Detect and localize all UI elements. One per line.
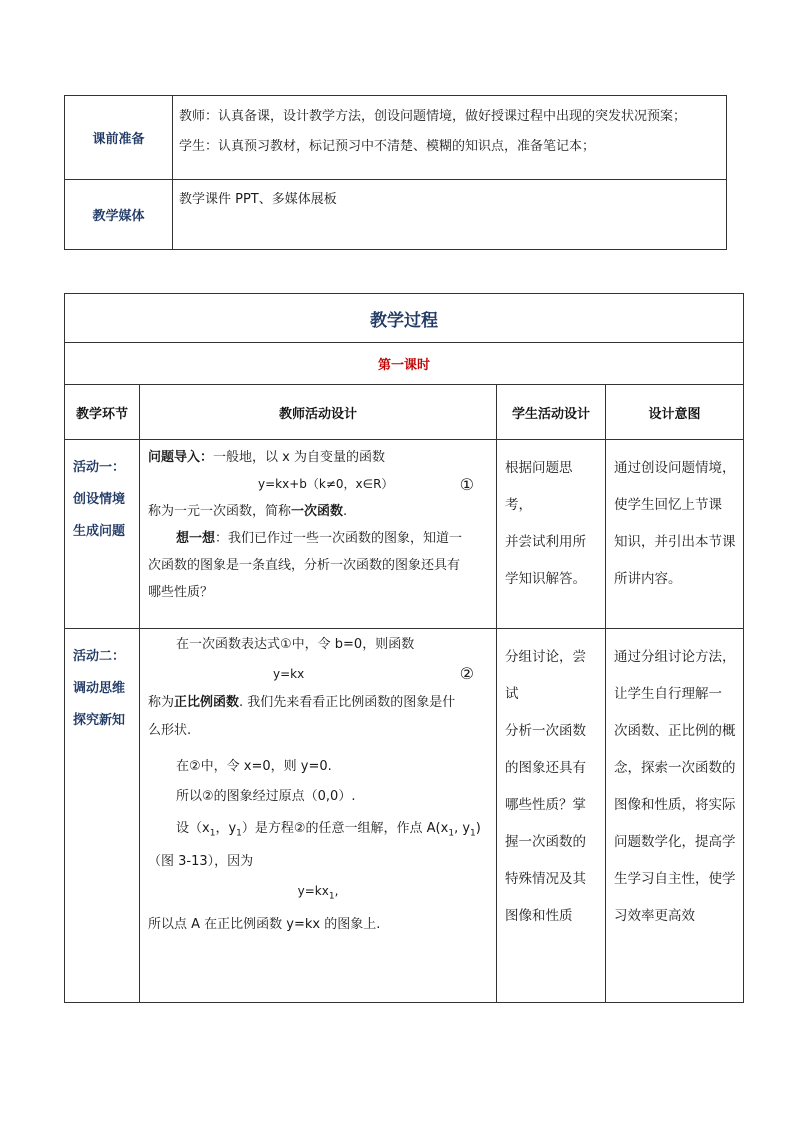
equation-number: ①	[459, 475, 474, 494]
subscript: 1	[448, 828, 455, 839]
period-label: 第一课时	[65, 343, 744, 385]
student-line: 哪些性质？掌	[505, 797, 586, 813]
intent-line: 念，探索一次函数的	[614, 760, 736, 776]
title-row	[65, 294, 744, 343]
header-teacher-activity: 教师活动设计	[140, 385, 497, 440]
equation-number: ②	[459, 664, 474, 683]
teacher-activity	[140, 629, 497, 1003]
text: . 我们先来看看正比例函数的图象是什	[239, 695, 456, 710]
paragraph	[148, 689, 488, 717]
text: ）是方程②的任意一组解，作点 A(x	[241, 821, 449, 836]
student-activity	[497, 629, 606, 1003]
prep-row	[65, 96, 727, 180]
subscript: 1	[470, 828, 476, 839]
think-line	[148, 525, 488, 552]
text: y=kx	[297, 883, 329, 898]
teacher-prep-text: 教师：认真备课，设计教学方法，创设问题情境，做好授课过程中出现的突发状况预案；	[179, 109, 687, 124]
intent-line: 让学生自行理解一	[614, 686, 722, 702]
activity-label-line: 探究新知	[73, 713, 126, 728]
media-row	[65, 180, 727, 250]
activity-label-line: 活动一：	[73, 460, 126, 475]
media-label: 教学媒体	[65, 180, 173, 250]
text: ,	[334, 883, 339, 898]
activity-row	[65, 629, 744, 1003]
student-line: 分析一次函数	[505, 723, 586, 739]
student-line: 特殊情况及其	[505, 871, 586, 887]
student-prep-text: 学生：认真预习教材，标记预习中不清楚、模糊的知识点，准备笔记本；	[179, 139, 596, 154]
intent-line: 通过创设问题情境，	[614, 460, 736, 476]
student-line: 学知识解答。	[505, 571, 586, 587]
text: , y	[454, 821, 471, 836]
intent-line: 使学生回忆上节课	[614, 497, 722, 513]
equation-formula: y=kx+b（k≠0，x∈R）	[258, 477, 394, 491]
definition-end: .	[343, 504, 348, 519]
header-stage: 教学环节	[65, 385, 140, 440]
intent-line: 习效率更高效	[614, 908, 695, 924]
teacher-activity	[140, 440, 497, 629]
intent-line: 通过分组讨论方法，	[614, 649, 736, 665]
intent-line: 生学习自主性，使学	[614, 871, 736, 887]
paragraph: （图 3-13），因为	[148, 853, 254, 869]
text: 称为	[148, 695, 175, 710]
header-row	[65, 385, 744, 440]
period-row	[65, 343, 744, 385]
equation-line	[148, 876, 488, 911]
student-line: 分组讨论，尝试	[505, 649, 586, 702]
text: )	[475, 821, 481, 836]
activity-label	[65, 629, 140, 1003]
activity-label-line: 调动思维	[73, 681, 126, 696]
student-line: 图像和性质	[505, 908, 573, 924]
equation-line	[148, 471, 488, 498]
equation-line	[148, 659, 488, 689]
design-intent	[606, 629, 744, 1003]
paragraph: 所以②的图象经过原点（0,0）.	[176, 789, 356, 804]
think-text: 次函数的图象是一条直线，分析一次函数的图象还具有	[148, 558, 461, 573]
activity-label-line: 生成问题	[73, 524, 126, 539]
think-text: ：我们已作过一些一次函数的图象，知道一	[215, 531, 463, 546]
intent-line: 图像和性质，将实际	[614, 797, 736, 813]
intro-line	[148, 444, 488, 471]
think-text: 哪些性质？	[148, 585, 214, 600]
intro-text: 一般地，以 x 为自变量的函数	[213, 450, 385, 465]
header-design-intent: 设计意图	[606, 385, 744, 440]
student-line: 根据问题思考，	[505, 460, 573, 513]
intent-line: 问题数学化，提高学	[614, 834, 736, 850]
preparation-table	[64, 95, 727, 250]
subscript: 1	[209, 828, 216, 839]
proportional-function-bold: 正比例函数	[174, 695, 240, 710]
media-content: 教学课件 PPT、多媒体展板	[173, 180, 727, 250]
text: ，y	[215, 821, 237, 836]
intent-line: 知识，并引出本节课	[614, 534, 736, 550]
prep-label: 课前准备	[65, 96, 173, 180]
equation-formula: y=kx	[273, 667, 305, 681]
definition-line	[148, 498, 488, 525]
activity-label-line: 活动二：	[73, 649, 126, 664]
paragraph: 么形状.	[148, 723, 192, 738]
definition-bold: 一次函数	[291, 504, 344, 519]
paragraph	[148, 815, 488, 848]
paragraph: 所以点 A 在正比例函数 y=kx 的图象上.	[148, 916, 381, 932]
header-student-activity: 学生活动设计	[497, 385, 606, 440]
teaching-process-table	[64, 293, 744, 1003]
paragraph: 在一次函数表达式①中，令 b=0，则函数	[176, 637, 415, 652]
definition-text: 称为一元一次函数，简称	[148, 504, 292, 519]
intro-bold: 问题导入：	[148, 450, 214, 465]
student-line: 握一次函数的	[505, 834, 586, 850]
activity-row	[65, 440, 744, 629]
text: 设（x	[176, 821, 210, 836]
think-bold: 想一想	[176, 531, 216, 546]
student-line: 并尝试利用所	[505, 534, 586, 550]
student-line: 的图象还具有	[505, 760, 586, 776]
design-intent	[606, 440, 744, 629]
intent-line: 所讲内容。	[614, 571, 682, 587]
activity-label	[65, 440, 140, 629]
prep-content	[173, 96, 727, 180]
intent-line: 次函数、正比例的概	[614, 723, 736, 739]
subscript: 1	[236, 828, 242, 839]
activity-label-line: 创设情境	[73, 492, 126, 507]
subscript: 1	[328, 890, 335, 901]
paragraph: 在②中，令 x=0，则 y=0.	[176, 759, 332, 774]
student-activity	[497, 440, 606, 629]
process-title: 教学过程	[65, 294, 744, 343]
